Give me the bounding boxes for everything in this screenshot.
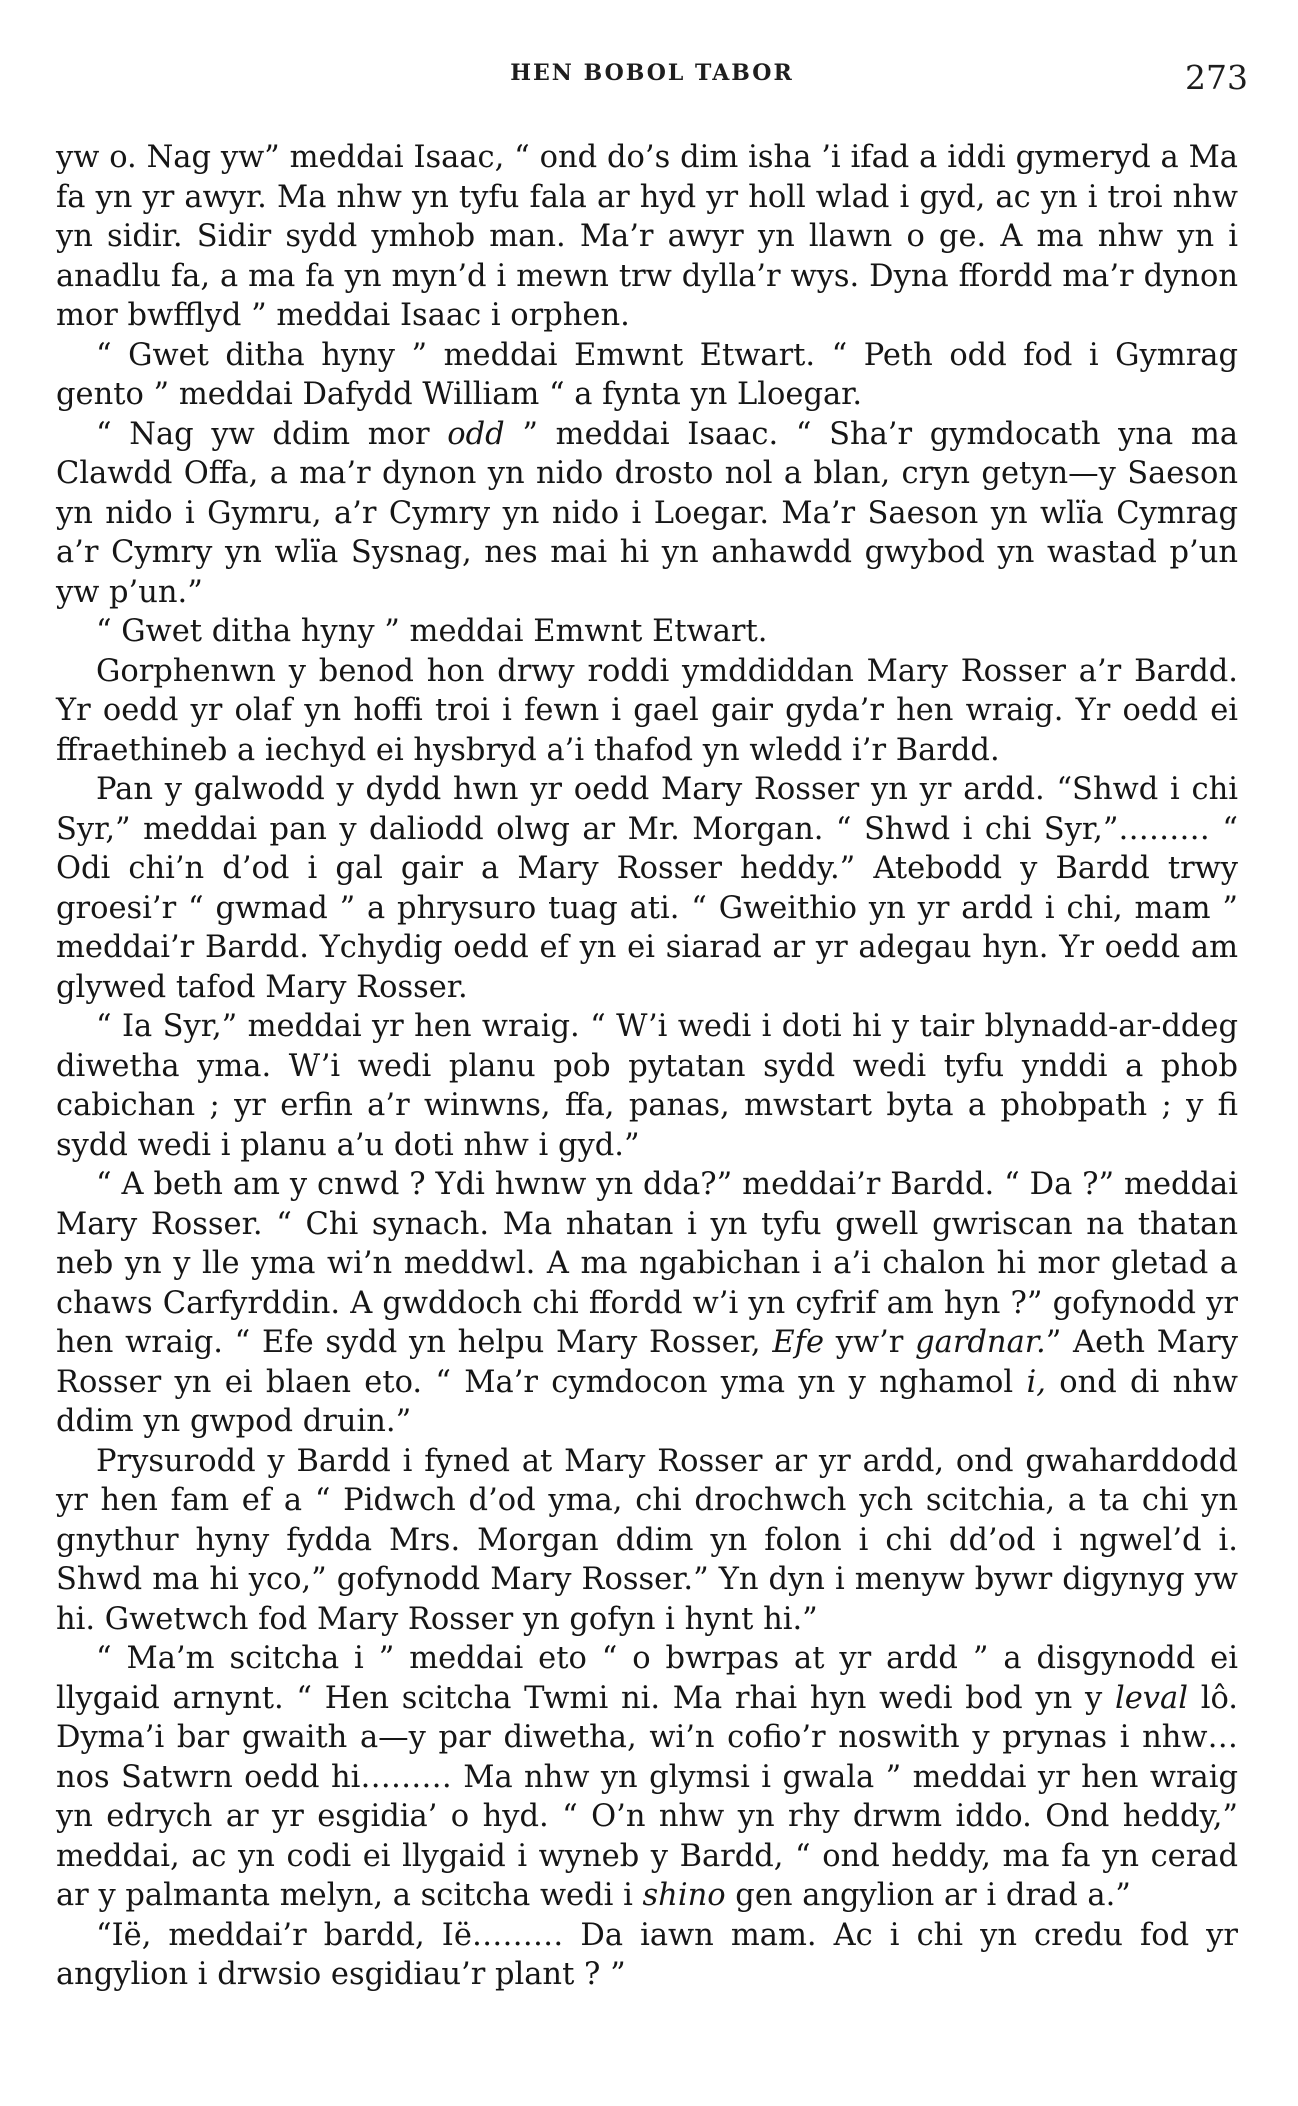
paragraph — [56, 138, 1238, 336]
paragraph — [56, 415, 1238, 613]
text-run: “ A beth am y cnwd ? Ydi hwnw yn dda?” meddai’r Bardd. “ Da ?” meddai Mary Rosser. “ Chi synach. Ma nhatan i yn tyfu gwell gwriscan na thatan neb yn y lle yma wi’n meddwl. A ma ngabichan i a’i chalon hi mor gletad a chaws Carfyrddin. A gwddoch chi ffordd w’i yn cyfrif am hyn ?” gofynodd yr hen wraig. “ Efe sydd yn helpu Mary Rosser, — [56, 1167, 1238, 1360]
text-run: Prysurodd y Bardd i fyned at Mary Rosser ar yr ardd, ond gwaharddodd yr hen fam ef a “ Pidwch d’od yma, chi drochwch ych scitchia, a ta chi yn gnythur hyny fydda Mrs. Morgan ddim yn folon i chi dd’od i ngwel’d i. Shwd ma hi yco,” gofynodd Mary Rosser.” Yn dyn i menyw bywr digynyg yw hi. Gwetwch fod Mary Rosser yn gofyn i hynt hi.” — [56, 1443, 1238, 1637]
italic-text: leval — [1115, 1680, 1188, 1716]
text-run: yw’r — [824, 1325, 916, 1360]
page-number: 273 — [1185, 58, 1248, 97]
text-run: Gorphenwn y benod hon drwy roddi ymddiddan Mary Rosser a’r Bardd. Yr oedd yr olaf yn hoffi troi i fewn i gael gair gyda’r hen wraig. Yr oedd ei ffraethineb a iechyd ei hysbryd a’i thafod yn wledd i’r Bardd. — [56, 653, 1238, 768]
paragraph — [56, 1165, 1238, 1442]
paragraph — [56, 612, 1238, 652]
text-run: “ Ia Syr,” meddai yr hen wraig. “ W’i wedi i doti hi y tair blynadd-ar-ddeg diwetha yma. W’i wedi planu pob pytatan sydd wedi tyfu ynddi a phob cabichan ; yr erfin a’r winwns, ffa, panas, mwstart byta a phobpath ; y fi sydd wedi i planu a’u doti nhw i gyd.” — [56, 1009, 1238, 1163]
italic-text: shino — [642, 1878, 726, 1913]
paragraph — [56, 1442, 1238, 1640]
running-title: HEN BOBOL TABOR — [510, 60, 794, 86]
text-run: ond di nhw ddim yn gwpod druin.” — [56, 1364, 1238, 1439]
italic-text: gardnar. — [915, 1325, 1046, 1360]
text-run: Pan y galwodd y dydd hwn yr oedd Mary Rosser yn yr ardd. “Shwd i chi Syr,” meddai pan y daliodd olwg ar Mr. Morgan. “ Shwd i chi Syr,”……… “ Odi chi’n d’od i gal gair a Mary Rosser heddy.” Atebodd y Bardd trwy groesi’r “ gwmad ” a phrysuro tuag ati. “ Gweithio yn yr ardd i chi, mam ” meddai’r Bardd. Ychydig oedd ef yn ei siarad ar yr adegau hyn. Yr oedd am glywed tafod Mary Rosser. — [56, 772, 1238, 1005]
paragraph — [56, 1007, 1238, 1165]
paragraph — [56, 652, 1238, 771]
paragraph — [56, 770, 1238, 1007]
text-run: “ Ma’m scitcha i ” meddai eto “ o bwrpas at yr ardd ” a disgynodd ei llygaid arnynt. “ Hen scitcha Twmi ni. Ma rhai hyn wedi bod yn y — [56, 1641, 1238, 1716]
text-run: gen angylion ar i drad a.” — [725, 1878, 1131, 1913]
text-run: “Ië, meddai’r bardd, Ië……… Da iawn mam. Ac i chi yn credu fod yr angylion i drwsio esgidiau’r plant ? ” — [56, 1917, 1238, 1992]
text-run: ” meddai Isaac. “ Sha’r gymdocath yna ma Clawdd Offa, a ma’r dynon yn nido drosto nol a blan, cryn getyn—y Saeson yn nido i Gymru, a’r Cymry yn nido i Loegar. Ma’r Saeson yn wlïa Cymrag a’r Cymry yn wlïa Sysnag, nes mai hi yn anhawdd gwybod yn wastad p’un yw p’un.” — [56, 416, 1239, 610]
text-run: yw o. Nag yw” meddai Isaac, “ ond do’s dim isha ’i ifad a iddi gymeryd a Ma fa yn yr awyr. Ma nhw yn tyfu fala ar hyd yr holl wlad i gyd, ac yn i troi nhw yn sidir. Sidir sydd ymhob man. Ma’r awyr yn llawn o ge. A ma nhw yn i anadlu fa, a ma fa yn myn’d i mewn trw dylla’r wys. Dyna ffordd ma’r dynon mor bwfflyd ” meddai Isaac i orphen. — [56, 140, 1238, 333]
body-text — [56, 138, 1238, 1995]
text-run: ” Aeth Mary Rosser yn ei blaen eto. “ Ma’r cymdocon yma yn y nghamol — [56, 1325, 1238, 1400]
italic-text: Efe — [772, 1325, 824, 1360]
paragraph — [56, 1639, 1238, 1916]
text-run: lô. Dyma’i bar gwaith a—y par diwetha, wi’n cofio’r noswith y prynas i nhw…nos Satwrn oedd hi……… Ma nhw yn glymsi i gwala ” meddai yr hen wraig yn edrych ar yr esgidia’ o hyd. “ O’n nhw yn rhy drwm iddo. Ond heddy,” meddai, ac yn codi ei llygaid i wyneb y Bardd, “ ond heddy, ma fa yn cerad ar y palmanta melyn, a scitcha wedi i — [56, 1680, 1238, 1913]
text-run: “ Gwet ditha hyny ” meddai Emwnt Etwart. “ Peth odd fod i Gymrag gento ” meddai Dafydd William “ a fynta yn Lloegar. — [56, 337, 1238, 412]
text-run: “ Gwet ditha hyny ” meddai Emwnt Etwart. — [96, 614, 768, 649]
paragraph — [56, 336, 1238, 415]
text-run: “ Nag yw ddim mor — [96, 416, 448, 452]
paragraph — [56, 1916, 1238, 1995]
italic-text: i, — [1026, 1364, 1046, 1400]
page-header — [56, 60, 1248, 104]
italic-text: odd — [447, 416, 505, 452]
